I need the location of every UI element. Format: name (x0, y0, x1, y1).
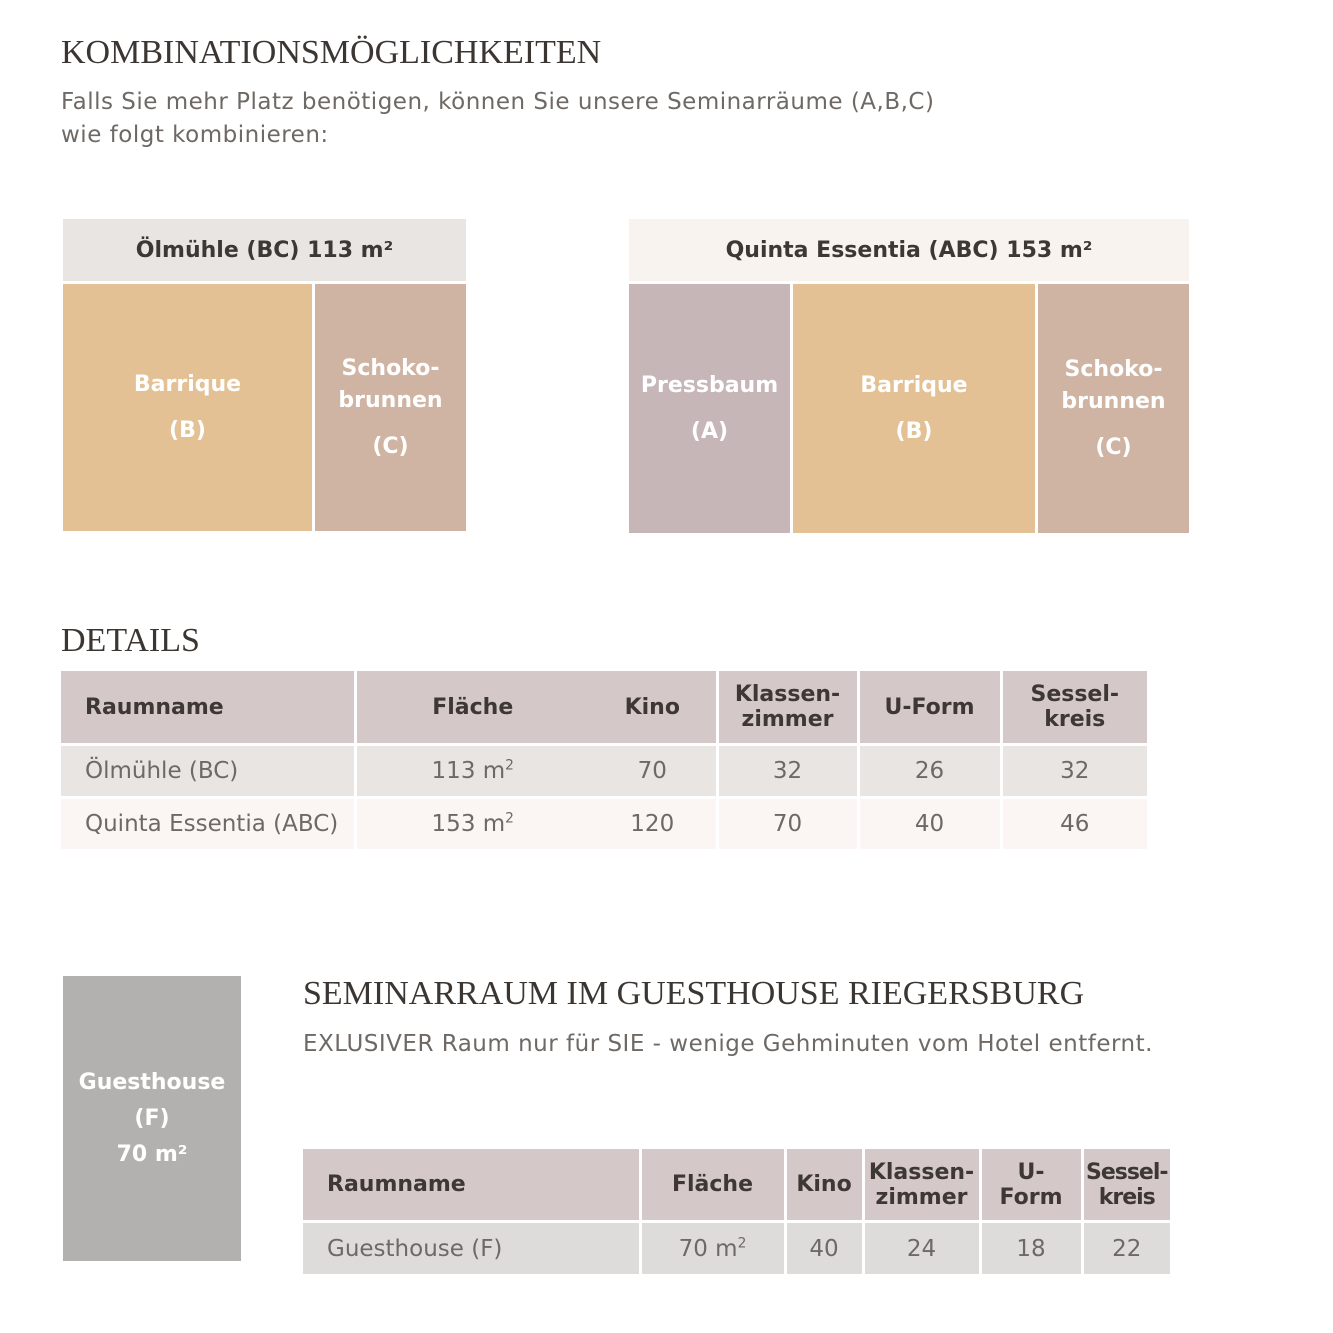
room-tile-guesthouse (63, 976, 241, 1261)
cell-uform: 26 (858, 746, 1001, 796)
cell-flaeche: 70 $m^2$ (640, 1223, 785, 1274)
header-uform: U- Form (980, 1149, 1082, 1220)
header-sesselkreis: Sessel- kreis (1001, 671, 1147, 743)
room-tile-barrique (793, 284, 1035, 533)
room-code: (B) (895, 418, 933, 444)
room-name-line-2: brunnen (1061, 388, 1166, 414)
room-name-line-1: Schoko- (1064, 356, 1163, 382)
intro-line-2: wie folgt kombinieren: (61, 122, 329, 148)
room-name: Barrique (133, 371, 242, 397)
room-name: Guesthouse (78, 1069, 226, 1095)
quinta-essentia-combo-title: Quinta Essentia (ABC) 153 m² (629, 219, 1189, 281)
cell-raumname: Quinta Essentia (ABC) (61, 799, 355, 849)
table-row (303, 1223, 1170, 1274)
table-row (61, 799, 1147, 849)
header-klassenzimmer: Klassen- zimmer (863, 1149, 980, 1220)
guesthouse-table (303, 1149, 1170, 1274)
header-flaeche: Fläche (355, 671, 589, 743)
guesthouse-subtitle: EXLUSIVER Raum nur für SIE - wenige Gehminuten vom Hotel entfernt. (303, 1031, 1153, 1057)
header-sesselkreis: Sessel- kreis (1082, 1149, 1170, 1220)
table-row (61, 746, 1147, 796)
header-raumname: Raumname (61, 671, 355, 743)
header-kino: Kino (785, 1149, 863, 1220)
cell-kino: 120 (589, 799, 717, 849)
combinations-intro (61, 86, 1061, 152)
room-name-line-1: Schoko- (341, 355, 440, 381)
cell-flaeche: 113 $m^2$ (355, 746, 589, 796)
cell-uform: 18 (980, 1223, 1082, 1274)
details-table (61, 671, 1147, 849)
header-uform: U-Form (858, 671, 1001, 743)
cell-sesselkreis: 22 (1082, 1223, 1170, 1274)
room-tile-schokobrunnen (315, 284, 466, 531)
cell-raumname: Guesthouse (F) (303, 1223, 640, 1274)
room-name: Pressbaum (640, 372, 779, 398)
room-code: (B) (169, 417, 206, 443)
table-header-row (61, 671, 1147, 743)
room-name: Barrique (860, 372, 968, 398)
header-flaeche: Fläche (640, 1149, 785, 1220)
cell-flaeche: 153 $m^2$ (355, 799, 589, 849)
room-code: (A) (690, 418, 729, 444)
header-kino: Kino (589, 671, 717, 743)
details-title: DETAILS (61, 622, 200, 659)
cell-kino: 40 (785, 1223, 863, 1274)
cell-klassenzimmer: 70 (717, 799, 858, 849)
header-klassenzimmer: Klassen- zimmer (717, 671, 858, 743)
room-code: (F) (134, 1105, 170, 1131)
cell-klassenzimmer: 32 (717, 746, 858, 796)
room-name-line-2: brunnen (338, 387, 443, 413)
cell-sesselkreis: 32 (1001, 746, 1147, 796)
room-tile-barrique (63, 284, 312, 531)
room-area: 70 m² (116, 1141, 188, 1167)
intro-line-1: Falls Sie mehr Platz benötigen, können Sie unsere Seminarräume (A,B,C) (61, 89, 935, 115)
cell-kino: 70 (589, 746, 717, 796)
header-raumname: Raumname (303, 1149, 640, 1220)
olmuehle-combo-title: Ölmühle (BC) 113 m² (63, 219, 466, 281)
cell-raumname: Ölmühle (BC) (61, 746, 355, 796)
table-header-row (303, 1149, 1170, 1220)
cell-uform: 40 (858, 799, 1001, 849)
guesthouse-title: SEMINARRAUM IM GUESTHOUSE RIEGERSBURG (303, 975, 1085, 1012)
cell-sesselkreis: 46 (1001, 799, 1147, 849)
room-code: (C) (1095, 434, 1132, 460)
room-tile-pressbaum (629, 284, 790, 533)
cell-klassenzimmer: 24 (863, 1223, 980, 1274)
combinations-title: KOMBINATIONSMÖGLICHKEITEN (61, 34, 602, 71)
room-tile-schokobrunnen (1038, 284, 1189, 533)
room-code: (C) (372, 433, 409, 459)
